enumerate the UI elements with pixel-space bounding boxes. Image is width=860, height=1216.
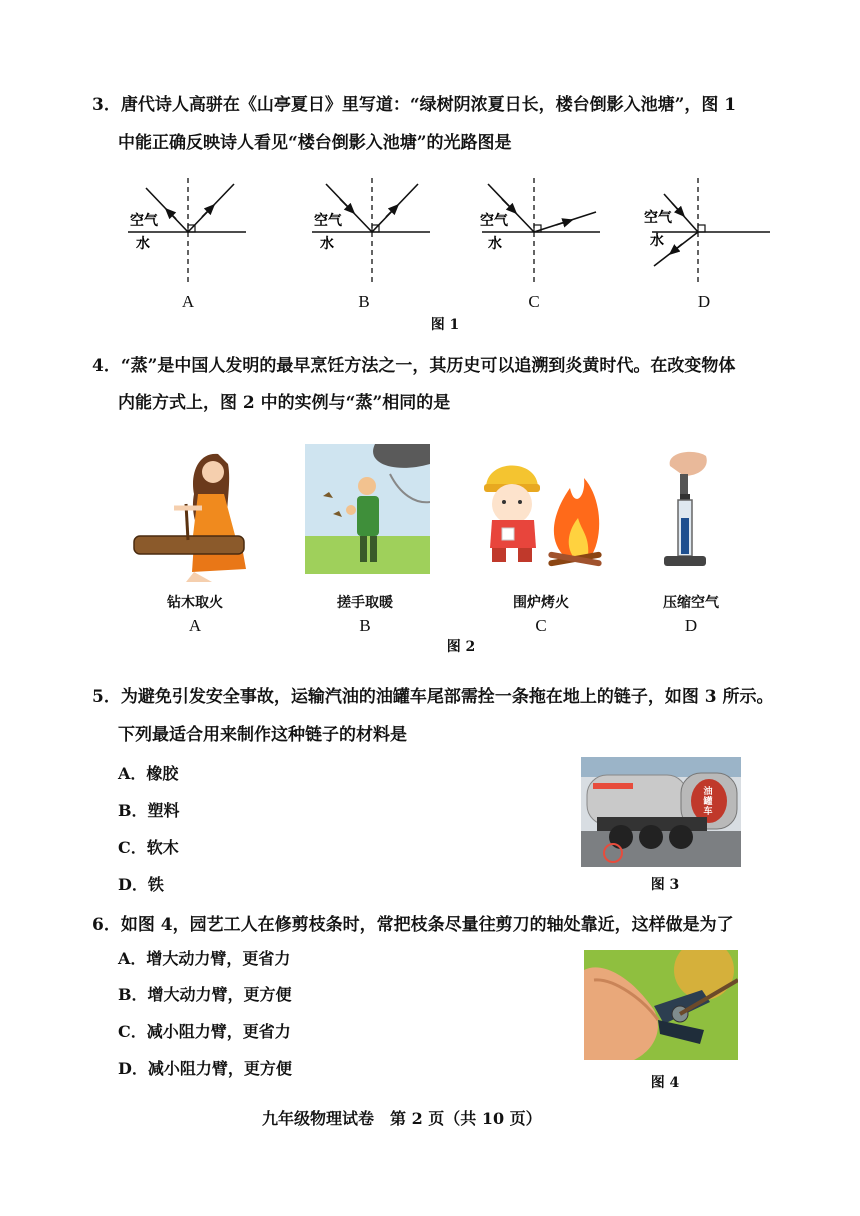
figure-4-caption: 图 4 — [650, 1075, 680, 1091]
q3-stem-line2: 中能正确反映诗人看见“楼台倒影入池塘”的光路图是 — [118, 133, 512, 153]
q4-option-b-letter[interactable]: B — [359, 616, 371, 635]
q3-diagram-c[interactable] — [480, 178, 600, 282]
q6-stem-line1: 6．如图 4，园艺工人在修剪枝条时，常把枝条尽量往剪刀的轴处靠近，这样做是为了 — [92, 915, 734, 935]
figure-2-caption: 图 2 — [446, 639, 476, 655]
q5-stem-line2: 下列最适合用来制作这种链子的材料是 — [118, 725, 407, 745]
q6-option-b[interactable]: B．增大动力臂，更方便 — [118, 985, 292, 1004]
figure-3-caption: 图 3 — [650, 877, 680, 893]
q3-c-air-label: 空气 — [480, 213, 508, 229]
q3-light-diagrams — [118, 170, 798, 290]
page-footer: 九年级物理试卷 第 2 页（共 10 页） — [262, 1109, 542, 1128]
q4-image-warming-by-fire[interactable] — [478, 448, 608, 568]
q3-diagram-a[interactable] — [128, 178, 246, 282]
q4-item-d-label: 压缩空气 — [663, 595, 719, 611]
q4-item-b-label: 搓手取暖 — [337, 595, 393, 611]
q4-stem-line1: 4．“蒸”是中国人发明的最早烹饪方法之一，其历史可以追溯到炎黄时代。在改变物体 — [92, 356, 736, 376]
q3-d-air-label: 空气 — [644, 210, 672, 226]
q6-option-a[interactable]: A．增大动力臂，更省力 — [118, 949, 291, 968]
q3-option-d-letter[interactable]: D — [697, 292, 711, 311]
q3-d-water-label: 水 — [650, 233, 664, 249]
q4-stem-line2: 内能方式上，图 2 中的实例与“蒸”相同的是 — [118, 393, 451, 413]
q5-tank-truck-photo[interactable] — [581, 757, 741, 867]
q4-image-compressing-air[interactable] — [650, 446, 720, 576]
q6-option-d[interactable]: D．减小阻力臂，更方便 — [118, 1059, 292, 1078]
q3-stem-line1: 3．唐代诗人高骈在《山亭夏日》里写道：“绿树阴浓夏日长，楼台倒影入池塘”，图 1 — [92, 95, 737, 115]
q4-item-c-label: 围炉烤火 — [513, 595, 569, 611]
q4-image-rubbing-hands[interactable] — [305, 444, 430, 574]
q3-b-air-label: 空气 — [314, 213, 342, 229]
q6-pruning-shears-photo[interactable] — [584, 950, 738, 1060]
q6-option-c[interactable]: C．减小阻力臂，更省力 — [118, 1022, 291, 1041]
q5-option-b[interactable]: B．塑料 — [118, 801, 180, 820]
q5-option-a[interactable]: A．橡胶 — [118, 764, 179, 783]
q3-option-b-letter[interactable]: B — [358, 292, 370, 311]
q5-truck-sign: 油罐车 — [703, 787, 713, 817]
q3-a-water-label: 水 — [136, 236, 150, 252]
q3-a-air-label: 空气 — [130, 213, 158, 229]
q5-stem-line1: 5．为避免引发安全事故，运输汽油的油罐车尾部需拴一条拖在地上的链子，如图 3 所示。 — [92, 687, 774, 707]
q4-image-drilling-wood[interactable] — [128, 444, 258, 584]
q3-diagram-d[interactable] — [644, 178, 770, 282]
q4-item-a-label: 钻木取火 — [167, 595, 223, 611]
q3-option-c-letter[interactable]: C — [528, 292, 540, 311]
q3-c-water-label: 水 — [488, 236, 502, 252]
figure-1-caption: 图 1 — [430, 317, 460, 333]
q4-option-d-letter[interactable]: D — [684, 616, 698, 635]
q3-b-water-label: 水 — [320, 236, 334, 252]
q4-option-c-letter[interactable]: C — [535, 616, 547, 635]
q4-option-a-letter[interactable]: A — [188, 616, 202, 635]
q3-diagram-b[interactable] — [312, 178, 430, 282]
q5-option-c[interactable]: C．软木 — [118, 838, 179, 857]
q5-option-d[interactable]: D．铁 — [118, 875, 164, 894]
q3-option-a-letter[interactable]: A — [181, 292, 195, 311]
